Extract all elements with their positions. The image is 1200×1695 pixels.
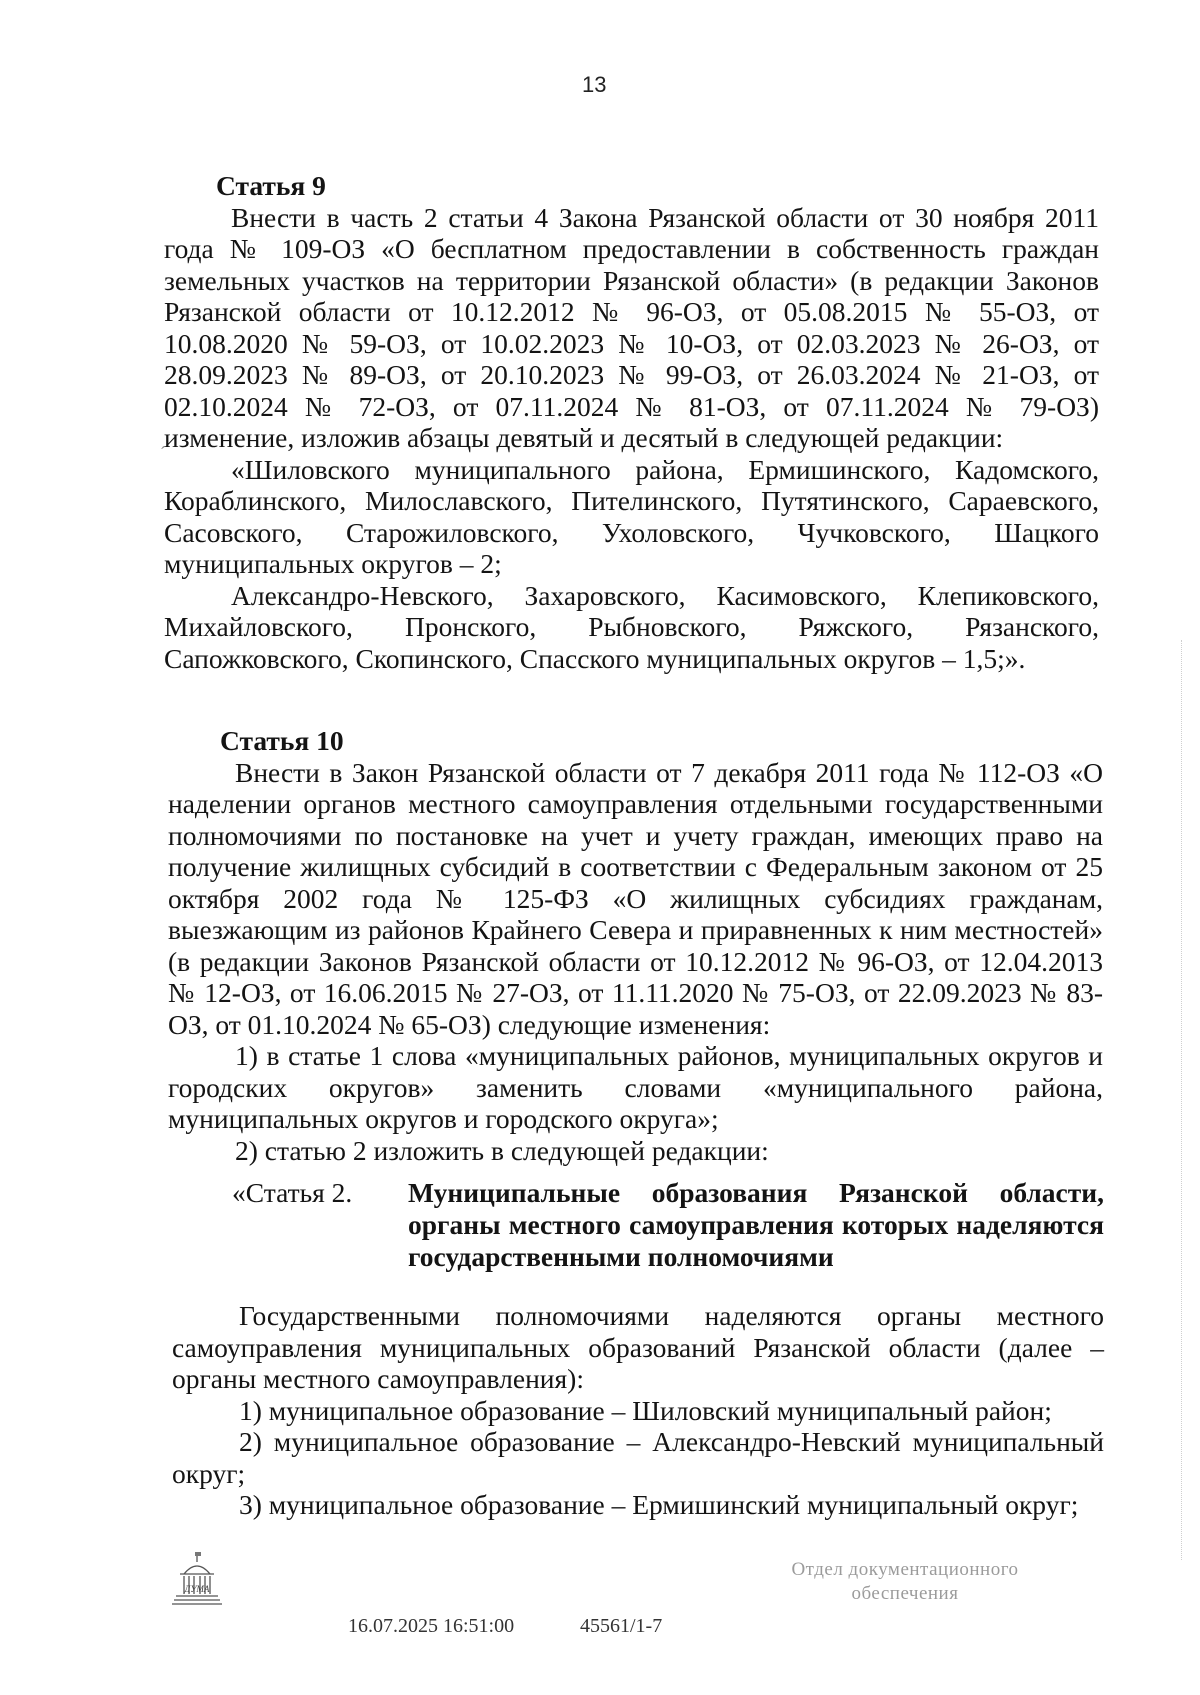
department-stamp [755,1558,1055,1606]
scan-margin-marks [1181,640,1185,1560]
article-10-heading: Статья 10 [220,725,344,756]
quoted-article-2-heading [232,1177,1104,1273]
quoted-article-lead: «Статья 2. [232,1177,353,1208]
scan-mark: ´ [160,443,166,463]
article-9-heading: Статья 9 [216,170,326,201]
stamp-line-1: Отдел документационного [791,1559,1019,1580]
stamp-line-2: обеспечения [851,1583,959,1604]
article-10-item-2: 2) статью 2 изложить в следующей редакции: [235,1134,769,1166]
page-number: 13 [582,72,607,97]
article-10-paragraph-1: Внести в Закон Рязанской области от 7 декабря 2011 года № 112-ОЗ «О наделении органов местного самоуправления отдельными государственными полномочиями по постановке на учет и учету граждан, имеющих право на получение жилищных субсидий в соответствии с Федеральным законом от 25 октября 2002 года № 125-ФЗ «О жилищных субсидиях гражданам, выезжающим из районов Крайнего Севера и приравненных к ним местностей» (в редакции Законов Рязанской области от 10.12.2012 № 96-ОЗ, от 12.04.2013 № 12-ОЗ, от 16.06.2015 № 27-ОЗ, от 11.11.2020 № 75-ОЗ, от 22.09.2023 № 83-ОЗ, от 01.10.2024 № 65-ОЗ) следующие изменения: [168,756,1103,1040]
quoted-article-title: Муниципальные образования Рязанской области, органы местного самоуправления которых наделяются государственными полномочиями [408,1177,1104,1272]
quoted-paragraph: Государственными полномочиями наделяются органы местного самоуправления муниципальных образований Рязанской области (далее – органы местного самоуправления): [172,1300,1104,1394]
quoted-list-item: 2) муниципальное образование – Александро-Невский муниципальный округ; [172,1426,1104,1489]
quoted-list-item: 1) муниципальное образование – Шиловский муниципальный район; [239,1394,1052,1426]
article-10 [168,725,1103,1166]
article-9-paragraph-2: «Шиловского муниципального района, Ермишинского, Кадомского, Кораблинского, Милославского, Пителинского, Путятинского, Сараевского, Сасовского, Старожиловского, Ухоловского, Чучковского, Шацкого муниципальных округов – 2; [164,453,1099,579]
quoted-list-item: 3) муниципальное образование – Ермишинский муниципальный округ; [239,1489,1079,1520]
quoted-article-body [172,1300,1104,1521]
svg-text:ДУМА: ДУМА [184,1584,210,1594]
duma-building-icon [170,1550,224,1608]
article-9-paragraph-1: Внести в часть 2 статьи 4 Закона Рязанской области от 30 ноября 2011 года № 109-ОЗ «О бесплатном предоставлении в собственность граждан земельных участков на территории Рязанской области» (в редакции Законов Рязанской области от 10.12.2012 № 96-ОЗ, от 05.08.2015 № 55-ОЗ, от 10.08.2020 № 59-ОЗ, от 10.02.2023 № 10-ОЗ, от 02.03.2023 № 26-ОЗ, от 28.09.2023 № 89-ОЗ, от 20.10.2023 № 99-ОЗ, от 26.03.2024 № 21-ОЗ, от 02.10.2024 № 72-ОЗ, от 07.11.2024 № 81-ОЗ, от 07.11.2024 № 79-ОЗ) изменение, изложив абзацы девятый и десятый в следующей редакции: [164,201,1099,453]
footer-datetime: 16.07.2025 16:51:00 [348,1615,515,1637]
article-10-item-1: 1) в статье 1 слова «муниципальных районов, муниципальных округов и городских округов» заменить словами «муниципального района, муниципальных округов и городского округа»; [168,1040,1103,1134]
article-9 [164,170,1099,674]
article-9-paragraph-3: Александро-Невского, Захаровского, Касимовского, Клепиковского, Михайловского, Пронского, Рыбновского, Ряжского, Рязанского, Сапожковского, Скопинского, Спасского муниципальных округов – 1,5;». [164,579,1099,674]
footer-document-number: 45561/1-7 [580,1615,663,1637]
